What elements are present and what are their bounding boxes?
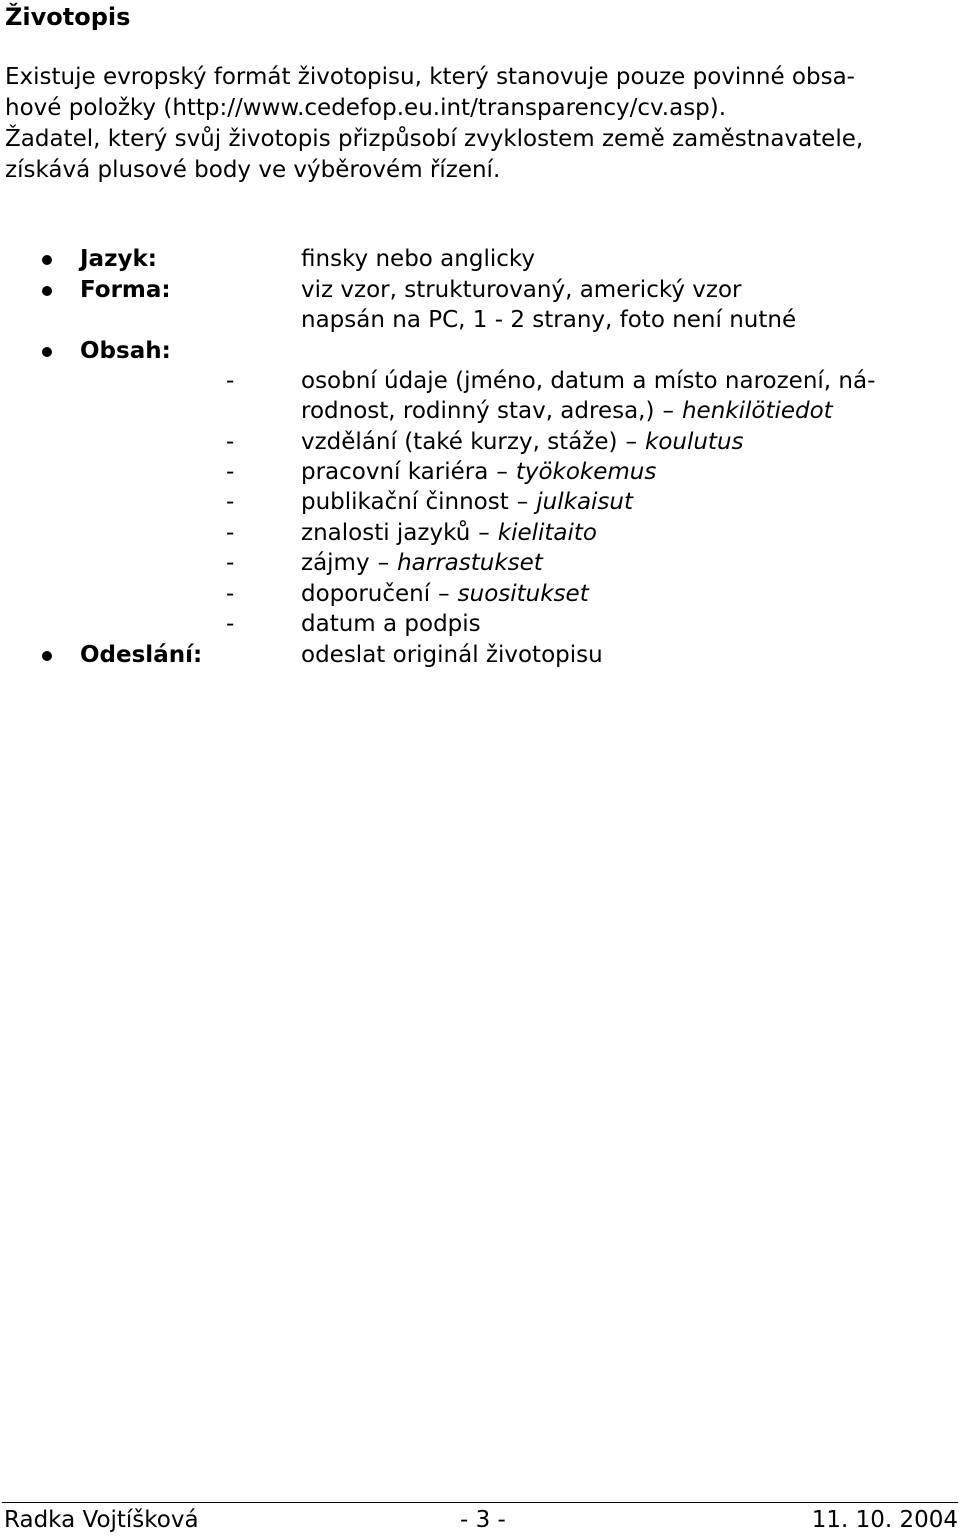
- sub-item-text: doporučení: [301, 581, 431, 607]
- sub-item-text: vzdělání (také kurzy, stáže): [301, 429, 618, 455]
- sub-item: [0, 579, 960, 609]
- sub-item-content: [301, 457, 656, 487]
- footer-author: Radka Vojtíšková: [4, 1507, 199, 1533]
- item-label: Odeslání:: [80, 642, 203, 668]
- finnish-term: kielitaito: [497, 520, 597, 546]
- finnish-term: julkaisut: [536, 489, 634, 515]
- sub-item-text: zájmy: [301, 550, 370, 576]
- list-item-obsah: [0, 336, 960, 366]
- bullet-icon: [42, 651, 52, 661]
- item-label: Jazyk:: [80, 246, 157, 272]
- dash-marker: -: [226, 489, 235, 515]
- finnish-term: henkilötiedot: [681, 398, 833, 424]
- sub-item: [0, 427, 960, 457]
- em-dash: –: [377, 550, 390, 576]
- sub-item-content: [301, 427, 744, 457]
- footer-date: 11. 10. 2004: [811, 1507, 958, 1533]
- bullet-icon: [42, 255, 52, 265]
- item-value: finsky nebo anglicky: [301, 246, 535, 272]
- intro-line: hové položky (http://www.cedefop.eu.int/transparency/cv.asp).: [5, 95, 727, 121]
- page-footer: [2, 1502, 958, 1534]
- item-label: Obsah:: [80, 338, 171, 364]
- intro-line: Žadatel, který svůj životopis přizpůsobí zvyklostem země zaměstnavatele,: [5, 126, 864, 152]
- dash-marker: -: [226, 611, 235, 637]
- page-title: Životopis: [5, 3, 131, 31]
- sub-item: [0, 548, 960, 578]
- finnish-term: työkokemus: [515, 459, 657, 485]
- item-value: odeslat originál životopisu: [301, 642, 603, 668]
- em-dash: –: [516, 489, 529, 515]
- em-dash: –: [625, 429, 637, 455]
- dash-marker: -: [226, 429, 235, 455]
- dash-marker: -: [226, 459, 235, 485]
- list-item-odeslani: [0, 640, 960, 670]
- finnish-term: suositukset: [457, 581, 589, 607]
- dash-marker: -: [226, 368, 235, 394]
- sub-item: [0, 609, 960, 639]
- sub-item-text: datum a podpis: [301, 611, 481, 637]
- em-dash: –: [478, 520, 490, 546]
- footer-page-number: - 3 -: [460, 1507, 506, 1533]
- sub-item-content: [301, 487, 633, 517]
- dash-marker: -: [226, 520, 235, 546]
- item-value: viz vzor, strukturovaný, americký vzor: [301, 277, 742, 303]
- item-value: napsán na PC, 1 - 2 strany, foto není nutné: [301, 307, 797, 333]
- bullet-icon: [42, 286, 52, 296]
- sub-item-text: publikační činnost: [301, 489, 509, 515]
- sub-item-content: [301, 518, 597, 548]
- bullet-icon: [42, 347, 52, 357]
- sub-item-text: rodnost, rodinný stav, adresa,): [301, 398, 655, 424]
- em-dash: –: [496, 459, 508, 485]
- intro-line: Existuje evropský formát životopisu, který stanovuje pouze povinné obsa-: [5, 64, 855, 90]
- em-dash: –: [662, 398, 674, 424]
- sub-item: [0, 487, 960, 517]
- sub-item: [0, 396, 960, 426]
- intro-line: získává plusové body ve výběrovém řízení.: [5, 157, 501, 183]
- dash-marker: -: [226, 550, 235, 576]
- list-item-jazyk: [0, 244, 960, 274]
- list-item-forma: [0, 275, 960, 305]
- intro-paragraph: [5, 62, 957, 186]
- sub-item: [0, 518, 960, 548]
- item-label: Forma:: [80, 277, 171, 303]
- sub-item-text: znalosti jazyků: [301, 520, 471, 546]
- em-dash: –: [438, 581, 450, 607]
- dash-marker: -: [226, 581, 235, 607]
- sub-item-content: [301, 579, 589, 609]
- sub-item-content: [301, 548, 543, 578]
- sub-item-text: pracovní kariéra: [301, 459, 489, 485]
- list-item-forma-cont: [0, 305, 960, 335]
- finnish-term: koulutus: [645, 429, 744, 455]
- sub-item-text: osobní údaje (jméno, datum a místo narození, ná-: [301, 368, 876, 394]
- finnish-term: harrastukset: [397, 550, 543, 576]
- sub-item: [0, 366, 960, 396]
- sub-item-content: [301, 396, 833, 426]
- sub-item: [0, 457, 960, 487]
